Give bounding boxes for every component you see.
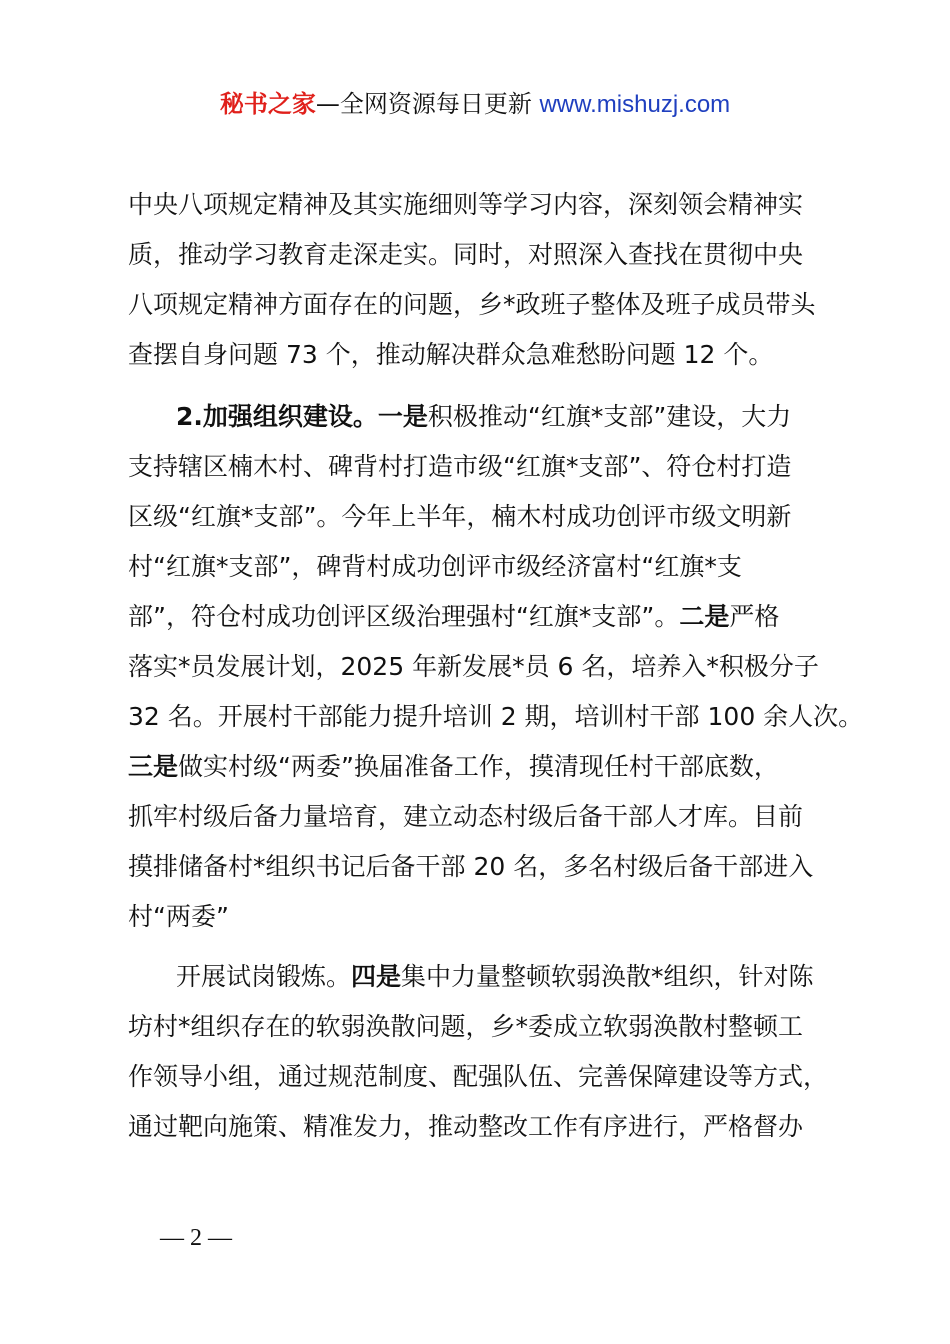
text-line: 村“红旗*支部”，碑背村成功创评市级经济富村“红旗*支: [128, 552, 742, 581]
text-line: 八项规定精神方面存在的问题，乡*政班子整体及班子成员带头: [128, 290, 816, 319]
text-line: 区级“红旗*支部”。今年上半年，楠木村成功创评市级文明新: [128, 502, 792, 531]
text-run: 严格: [729, 602, 780, 631]
brand-name: 秘书之家: [219, 90, 316, 118]
section-heading: 2.加强组织建设。一是: [176, 402, 428, 431]
page-number: — 2 —: [160, 1225, 232, 1251]
item-marker: 二是: [679, 602, 730, 631]
paragraph-2: [128, 392, 864, 942]
item-marker: 三是: [128, 752, 179, 781]
text-line: 作领导小组，通过规范制度、配强队伍、完善保障建设等方式，: [128, 1062, 829, 1091]
paragraph-1: [128, 180, 840, 380]
item-marker: 四是: [351, 962, 402, 991]
text-line: 坊村*组织存在的软弱涣散问题，乡*委成立软弱涣散村整顿工: [128, 1012, 804, 1041]
text-run: 部”，符仓村成功创评区级治理强村“红旗*支部”。: [128, 602, 680, 631]
banner-url[interactable]: www.mishuzj.com: [539, 91, 731, 118]
text-line: 抓牢村级后备力量培育，建立动态村级后备干部人才库。目前: [128, 802, 804, 831]
text-run: 集中力量整顿软弱涣散*组织，针对陈: [401, 962, 814, 991]
paragraph-3: [128, 952, 840, 1152]
text-run: 积极推动“红旗*支部”建设，大力: [427, 402, 792, 431]
text-line: 查摆自身问题 73 个，推动解决群众急难愁盼问题 12 个。: [128, 340, 774, 369]
text-line: [128, 952, 840, 1002]
text-line: 质，推动学习教育走深走实。同时，对照深入查找在贯彻中央: [128, 240, 804, 269]
text-line: 摸排储备村*组织书记后备干部 20 名，多名村级后备干部进入: [128, 852, 814, 881]
text-line: 中央八项规定精神及其实施细则等学习内容，深刻领会精神实: [128, 190, 804, 219]
text-line: 32 名。开展村干部能力提升培训 2 期，培训村干部 100 余人次。: [128, 702, 864, 731]
text-line: 村“两委”: [128, 902, 229, 931]
text-line: [128, 592, 840, 642]
site-banner: [0, 86, 950, 123]
text-line: [128, 392, 840, 442]
text-line: 通过靶向施策、精准发力，推动整改工作有序进行，严格督办: [128, 1112, 804, 1141]
text-line: 落实*员发展计划，2025 年新发展*员 6 名，培养入*积极分子: [128, 652, 819, 681]
text-run: 做实村级“两委”换届准备工作，摸清现任村干部底数，: [178, 752, 779, 781]
text-run: 开展试岗锻炼。: [176, 962, 352, 991]
text-line: [128, 742, 840, 792]
banner-slogan: —全网资源每日更新: [315, 90, 540, 118]
text-line: 支持辖区楠木村、碑背村打造市级“红旗*支部”、符仓村打造: [128, 452, 792, 481]
